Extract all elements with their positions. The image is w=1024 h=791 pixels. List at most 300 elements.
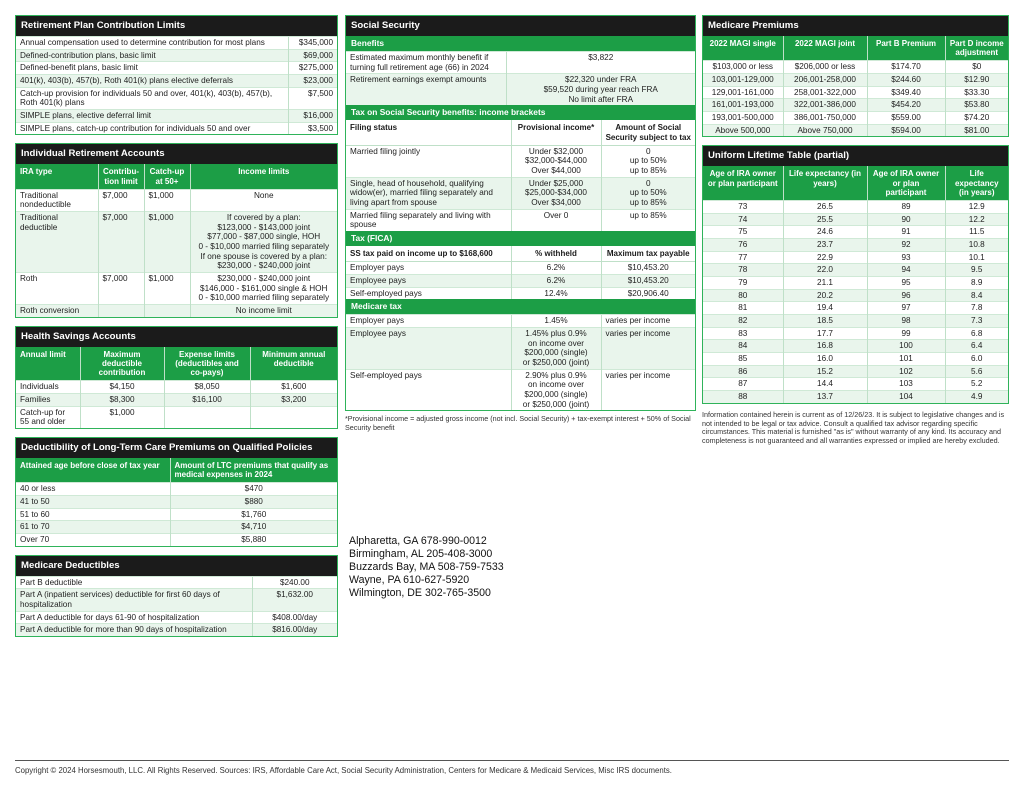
table-cell: $3,500: [288, 122, 337, 134]
office-addresses: [349, 535, 504, 600]
table-cell: $1,000: [144, 212, 190, 273]
table-cell: Over 0: [511, 209, 601, 231]
table-cell: 93: [867, 251, 945, 264]
benefit-row: [346, 52, 695, 74]
table-cell: $275,000: [288, 62, 337, 75]
column-header: 2022 MAGI single: [703, 36, 783, 61]
section-title: Medicare Deductibles: [16, 556, 337, 576]
lifetime-row: [703, 302, 1008, 315]
table-cell: 86: [703, 365, 783, 378]
section-title: Individual Retirement Accounts: [16, 144, 337, 164]
table-cell: $454.20: [867, 99, 945, 112]
lifetime-table: [703, 166, 1008, 402]
table-cell: 102: [867, 365, 945, 378]
limit-row: [16, 49, 337, 62]
table-cell: Under $25,000 $25,000-$34,000 Over $34,000: [511, 177, 601, 209]
ltc-section: [15, 437, 338, 547]
tax-row: [346, 209, 695, 231]
table-cell: 23.7: [783, 238, 867, 251]
benefits-subtitle: Benefits: [346, 36, 695, 51]
table-cell: 84: [703, 340, 783, 353]
column-header: Part D income adjustment: [945, 36, 1008, 61]
lifetime-row: [703, 391, 1008, 403]
table-cell: $4,150: [80, 381, 164, 394]
office-address: Wayne, PA 610-627-5920: [349, 574, 470, 586]
table-cell: 12.9: [945, 200, 1008, 213]
section-title: Deductibility of Long-Term Care Premiums on Qualified Policies: [16, 438, 337, 458]
table-cell: $3,200: [250, 394, 337, 407]
ltc-row: [16, 483, 337, 496]
lifetime-row: [703, 327, 1008, 340]
section-title: Uniform Lifetime Table (partial): [703, 146, 1008, 166]
table-cell: $0: [945, 61, 1008, 74]
table-cell: $816.00/day: [252, 624, 337, 636]
column-header: Attained age before close of tax year: [16, 458, 170, 483]
table-cell: 12.2: [945, 213, 1008, 226]
hsa-section: [15, 326, 338, 429]
table-cell: Above 500,000: [703, 124, 783, 136]
table-cell: SIMPLE plans, elective deferral limit: [16, 110, 288, 123]
deductible-row: [16, 624, 337, 636]
benefits-table: [346, 51, 695, 105]
table-cell: Married filing separately and living with spouse: [346, 209, 511, 231]
table-cell: 16.8: [783, 340, 867, 353]
premium-row: [703, 61, 1008, 74]
table-cell: $7,000: [98, 273, 144, 305]
table-cell: 258,001-322,000: [783, 86, 867, 99]
table-cell: $345,000: [288, 37, 337, 50]
table-cell: SIMPLE plans, catch-up contribution for individuals 50 and over: [16, 122, 288, 134]
table-cell: 40 or less: [16, 483, 170, 496]
table-cell: $174.70: [867, 61, 945, 74]
table-cell: 8.9: [945, 277, 1008, 290]
table-cell: Roth: [16, 273, 98, 305]
lifetime-row: [703, 213, 1008, 226]
table-cell: 8.4: [945, 289, 1008, 302]
table-cell: Defined-contribution plans, basic limit: [16, 49, 288, 62]
table-cell: [144, 305, 190, 317]
table-cell: 7.3: [945, 315, 1008, 328]
ltc-row: [16, 534, 337, 546]
table-cell: 103,001-129,000: [703, 74, 783, 87]
premium-row: [703, 112, 1008, 125]
table-cell: Part B deductible: [16, 576, 252, 589]
table-cell: 104: [867, 391, 945, 403]
table-cell: $33.30: [945, 86, 1008, 99]
table-cell: $81.00: [945, 124, 1008, 136]
ira-table: [16, 164, 337, 316]
table-cell: Over 70: [16, 534, 170, 546]
table-cell: Retirement earnings exempt amounts: [346, 74, 506, 106]
medicare-deductibles-table: [16, 576, 337, 636]
table-cell: Roth conversion: [16, 305, 98, 317]
table-cell: 41 to 50: [16, 496, 170, 509]
column-header: Minimum annual deductible: [250, 347, 337, 381]
office-address: Alpharetta, GA 678-990-0012: [349, 535, 487, 547]
table-cell: $23,000: [288, 75, 337, 88]
column-header: Maximum deductible contribution: [80, 347, 164, 381]
tax-row: [346, 177, 695, 209]
table-cell: Annual compensation used to determine contribution for most plans: [16, 37, 288, 50]
table-cell: Self-employed pays: [346, 287, 511, 299]
column-header: Annual limit: [16, 347, 80, 381]
office-address: Birmingham, AL 205-408-3000: [349, 548, 493, 560]
table-cell: 51 to 60: [16, 508, 170, 521]
right-column: [702, 15, 1009, 446]
table-cell: Traditional deductible: [16, 212, 98, 273]
table-cell: $8,300: [80, 394, 164, 407]
table-cell: Families: [16, 394, 80, 407]
table-cell: $69,000: [288, 49, 337, 62]
column-header: Life expectancy (in years): [783, 166, 867, 200]
column-header: 2022 MAGI joint: [783, 36, 867, 61]
table-cell: $470: [170, 483, 337, 496]
section-title: Medicare Premiums: [703, 16, 1008, 36]
column-header: Income limits: [190, 164, 337, 189]
table-cell: 21.1: [783, 277, 867, 290]
table-cell: 85: [703, 353, 783, 366]
table-cell: $244.60: [867, 74, 945, 87]
table-cell: 193,001-500,000: [703, 112, 783, 125]
table-cell: $103,000 or less: [703, 61, 783, 74]
ira-row: [16, 305, 337, 317]
table-cell: 206,001-258,000: [783, 74, 867, 87]
table-cell: Part A deductible for days 61-90 of hospitalization: [16, 611, 252, 624]
table-cell: $8,050: [164, 381, 250, 394]
table-cell: 90: [867, 213, 945, 226]
table-cell: 0 up to 50% up to 85%: [601, 145, 695, 177]
premium-row: [703, 74, 1008, 87]
ira-row: [16, 212, 337, 273]
column-header: Expense limits (deductibles and co-pays): [164, 347, 250, 381]
table-cell: $880: [170, 496, 337, 509]
table-cell: $240.00: [252, 576, 337, 589]
table-cell: Employee pays: [346, 327, 511, 369]
lifetime-row: [703, 277, 1008, 290]
column-header: Amount of LTC premiums that qualify as medical expenses in 2024: [170, 458, 337, 483]
column-header: % withheld: [511, 246, 601, 262]
table-cell: 82: [703, 315, 783, 328]
table-cell: If covered by a plan: $123,000 - $143,000 joint $77,000 - $87,000 single, HOH 0 - $10,000 married filing separately If one spouse is covered by a plan: $230,000 - $240,000 joint: [190, 212, 337, 273]
table-cell: 91: [867, 226, 945, 239]
deductible-row: [16, 589, 337, 611]
table-cell: 11.5: [945, 226, 1008, 239]
table-cell: $206,000 or less: [783, 61, 867, 74]
copyright-footer: Copyright © 2024 Horsesmouth, LLC. All Rights Reserved. Sources: IRS, Affordable Care Act, Social Security Administration, Centers for Medicare & Medicaid Services, Misc IRS documents.: [15, 766, 672, 775]
table-cell: $53.80: [945, 99, 1008, 112]
table-cell: 0 up to 50% up to 85%: [601, 177, 695, 209]
medicare-tax-subtitle: Medicare tax: [346, 299, 695, 314]
table-cell: 83: [703, 327, 783, 340]
office-address: Buzzards Bay, MA 508-759-7533: [349, 561, 504, 573]
lifetime-row: [703, 264, 1008, 277]
table-cell: 25.5: [783, 213, 867, 226]
column-header: Age of IRA owner or plan participant: [703, 166, 783, 200]
table-cell: None: [190, 189, 337, 211]
column-header: Life expectancy (in years): [945, 166, 1008, 200]
column-header: IRA type: [16, 164, 98, 189]
table-cell: 24.6: [783, 226, 867, 239]
tax-brackets-table: [346, 120, 695, 231]
table-cell: $7,000: [98, 189, 144, 211]
ira-row: [16, 273, 337, 305]
middle-column: [345, 15, 696, 433]
office-address: Wilmington, DE 302-765-3500: [349, 587, 491, 599]
premium-row: [703, 99, 1008, 112]
table-cell: 99: [867, 327, 945, 340]
table-cell: varies per income: [601, 369, 695, 410]
table-cell: Employee pays: [346, 274, 511, 287]
limit-row: [16, 62, 337, 75]
lifetime-row: [703, 365, 1008, 378]
table-cell: 9.5: [945, 264, 1008, 277]
lifetime-row: [703, 315, 1008, 328]
hsa-row: [16, 381, 337, 394]
table-cell: $3,822: [506, 52, 695, 74]
limit-row: [16, 122, 337, 134]
table-cell: Under $32,000 $32,000-$44,000 Over $44,000: [511, 145, 601, 177]
lifetime-row: [703, 378, 1008, 391]
premium-row: [703, 86, 1008, 99]
ira-section: [15, 143, 338, 317]
limit-row: [16, 110, 337, 123]
retirement-limits-section: [15, 15, 338, 135]
table-cell: $10,453.20: [601, 262, 695, 275]
column-header: Maximum tax payable: [601, 246, 695, 262]
table-cell: $1,600: [250, 381, 337, 394]
table-cell: 161,001-193,000: [703, 99, 783, 112]
medicare-tax-row: [346, 327, 695, 369]
table-cell: 322,001-386,000: [783, 99, 867, 112]
table-cell: 80: [703, 289, 783, 302]
table-cell: $20,906.40: [601, 287, 695, 299]
table-cell: $1,632.00: [252, 589, 337, 611]
table-cell: 15.2: [783, 365, 867, 378]
table-cell: Part A (inpatient services) deductible for first 60 days of hospitalization: [16, 589, 252, 611]
table-cell: 22.9: [783, 251, 867, 264]
table-cell: 94: [867, 264, 945, 277]
table-cell: 17.7: [783, 327, 867, 340]
table-cell: 97: [867, 302, 945, 315]
column-header: SS tax paid on income up to $168,600: [346, 246, 511, 262]
tax-brackets-subtitle: Tax on Social Security benefits: income brackets: [346, 105, 695, 120]
table-cell: 103: [867, 378, 945, 391]
table-cell: Self-employed pays: [346, 369, 511, 410]
column-header: Filing status: [346, 120, 511, 145]
table-cell: $10,453.20: [601, 274, 695, 287]
table-cell: 6.8: [945, 327, 1008, 340]
lifetime-row: [703, 289, 1008, 302]
table-cell: 401(k), 403(b), 457(b), Roth 401(k) plans elective deferrals: [16, 75, 288, 88]
table-cell: 87: [703, 378, 783, 391]
table-cell: 76: [703, 238, 783, 251]
table-cell: 95: [867, 277, 945, 290]
table-cell: 6.0: [945, 353, 1008, 366]
retirement-limits-table: [16, 36, 337, 134]
table-cell: 75: [703, 226, 783, 239]
limit-row: [16, 87, 337, 109]
table-cell: Above 750,000: [783, 124, 867, 136]
lifetime-row: [703, 200, 1008, 213]
hsa-table: [16, 347, 337, 428]
table-cell: 13.7: [783, 391, 867, 403]
fica-row: [346, 274, 695, 287]
table-cell: $1,760: [170, 508, 337, 521]
column-header: Amount of Social Security subject to tax: [601, 120, 695, 145]
table-cell: 61 to 70: [16, 521, 170, 534]
table-cell: $1,000: [144, 273, 190, 305]
lifetime-row: [703, 353, 1008, 366]
ltc-table: [16, 458, 337, 546]
table-cell: 92: [867, 238, 945, 251]
lifetime-row: [703, 340, 1008, 353]
benefit-row: [346, 74, 695, 106]
table-cell: 26.5: [783, 200, 867, 213]
table-cell: $1,000: [144, 189, 190, 211]
social-security-section: [345, 15, 696, 411]
table-cell: $12.90: [945, 74, 1008, 87]
table-cell: 96: [867, 289, 945, 302]
table-cell: 79: [703, 277, 783, 290]
table-cell: Catch-up for 55 and older: [16, 406, 80, 428]
table-cell: 5.2: [945, 378, 1008, 391]
table-cell: 101: [867, 353, 945, 366]
fica-row: [346, 262, 695, 275]
table-cell: 78: [703, 264, 783, 277]
table-cell: up to 85%: [601, 209, 695, 231]
ltc-row: [16, 496, 337, 509]
table-cell: No income limit: [190, 305, 337, 317]
table-cell: 73: [703, 200, 783, 213]
table-cell: 74: [703, 213, 783, 226]
disclaimer: Information contained herein is current as of 12/26/23. It is subject to legislative changes and is not intended to be legal or tax advice. Consult a qualified tax advisor regarding specific circumstances. This material is furnished "as is" without warranty of any kind. Its accuracy and completeness is not guaranteed and all warranties expressed or implied are hereby excluded.: [702, 409, 1005, 446]
table-cell: 6.4: [945, 340, 1008, 353]
medicare-premiums-table: [703, 36, 1008, 136]
table-cell: 4.9: [945, 391, 1008, 403]
table-cell: 89: [867, 200, 945, 213]
table-cell: Employer pays: [346, 262, 511, 275]
table-cell: $74.20: [945, 112, 1008, 125]
table-cell: 98: [867, 315, 945, 328]
table-cell: $5,880: [170, 534, 337, 546]
table-cell: [250, 406, 337, 428]
medicare-tax-table: [346, 314, 695, 410]
column-header: Contribu-tion limit: [98, 164, 144, 189]
limit-row: [16, 75, 337, 88]
table-cell: 6.2%: [511, 262, 601, 275]
hsa-row: [16, 394, 337, 407]
table-cell: 88: [703, 391, 783, 403]
medicare-deductibles-section: [15, 555, 338, 637]
table-cell: $22,320 under FRA $59,520 during year reach FRA No limit after FRA: [506, 74, 695, 106]
table-cell: $7,000: [98, 212, 144, 273]
ltc-row: [16, 508, 337, 521]
medicare-tax-row: [346, 369, 695, 410]
provisional-income-footnote: *Provisional income = adjusted gross income (not incl. Social Security) + tax-exempt interest + 50% of Social Security benefit: [345, 414, 691, 433]
lifetime-table-section: [702, 145, 1009, 403]
column-header: Provisional income*: [511, 120, 601, 145]
table-cell: $349.40: [867, 86, 945, 99]
table-cell: $16,000: [288, 110, 337, 123]
deductible-row: [16, 611, 337, 624]
table-cell: Individuals: [16, 381, 80, 394]
table-cell: [164, 406, 250, 428]
fica-subtitle: Tax (FICA): [346, 231, 695, 246]
table-cell: Defined-benefit plans, basic limit: [16, 62, 288, 75]
table-cell: 10.8: [945, 238, 1008, 251]
premium-row: [703, 124, 1008, 136]
medicare-premiums-section: [702, 15, 1009, 137]
table-cell: Married filing jointly: [346, 145, 511, 177]
ltc-row: [16, 521, 337, 534]
column-header: Age of IRA owner or plan participant: [867, 166, 945, 200]
table-cell: 129,001-161,000: [703, 86, 783, 99]
deductible-row: [16, 576, 337, 589]
ira-row: [16, 189, 337, 211]
table-cell: Employer pays: [346, 315, 511, 328]
footer-divider: [15, 760, 1009, 761]
section-title: Social Security: [346, 16, 695, 36]
table-cell: varies per income: [601, 327, 695, 369]
table-cell: 14.4: [783, 378, 867, 391]
table-cell: 386,001-750,000: [783, 112, 867, 125]
table-cell: $16,100: [164, 394, 250, 407]
table-cell: 5.6: [945, 365, 1008, 378]
table-cell: 2.90% plus 0.9% on income over $200,000 (single) or $250,000 (joint): [511, 369, 601, 410]
table-cell: Part A deductible for more than 90 days of hospitalization: [16, 624, 252, 636]
table-cell: 19.4: [783, 302, 867, 315]
table-cell: 7.8: [945, 302, 1008, 315]
table-cell: $7,500: [288, 87, 337, 109]
lifetime-row: [703, 226, 1008, 239]
table-cell: 6.2%: [511, 274, 601, 287]
table-cell: 1.45% plus 0.9% on income over $200,000 (single) or $250,000 (joint): [511, 327, 601, 369]
fica-table: [346, 246, 695, 299]
medicare-tax-row: [346, 315, 695, 328]
table-cell: 12.4%: [511, 287, 601, 299]
table-cell: varies per income: [601, 315, 695, 328]
table-cell: $230,000 - $240,000 joint $146,000 - $161,000 single & HOH 0 - $10,000 married filing separately: [190, 273, 337, 305]
table-cell: Single, head of household, qualifying widow(er), married filing separately and living apart from spouse: [346, 177, 511, 209]
table-cell: 100: [867, 340, 945, 353]
table-cell: Traditional nondeductible: [16, 189, 98, 211]
table-cell: Estimated maximum monthly benefit if turning full retirement age (66) in 2024: [346, 52, 506, 74]
lifetime-row: [703, 251, 1008, 264]
hsa-row: [16, 406, 337, 428]
table-cell: $1,000: [80, 406, 164, 428]
table-cell: $408.00/day: [252, 611, 337, 624]
table-cell: 22.0: [783, 264, 867, 277]
tax-row: [346, 145, 695, 177]
table-cell: 20.2: [783, 289, 867, 302]
column-header: Catch-up at 50+: [144, 164, 190, 189]
table-cell: 1.45%: [511, 315, 601, 328]
fica-row: [346, 287, 695, 299]
column-header: Part B Premium: [867, 36, 945, 61]
left-column: [15, 15, 338, 645]
limit-row: [16, 37, 337, 50]
table-cell: $594.00: [867, 124, 945, 136]
table-cell: $4,710: [170, 521, 337, 534]
table-cell: 18.5: [783, 315, 867, 328]
table-cell: 77: [703, 251, 783, 264]
table-cell: 10.1: [945, 251, 1008, 264]
table-cell: 81: [703, 302, 783, 315]
table-cell: [98, 305, 144, 317]
lifetime-row: [703, 238, 1008, 251]
section-title: Retirement Plan Contribution Limits: [16, 16, 337, 36]
section-title: Health Savings Accounts: [16, 327, 337, 347]
